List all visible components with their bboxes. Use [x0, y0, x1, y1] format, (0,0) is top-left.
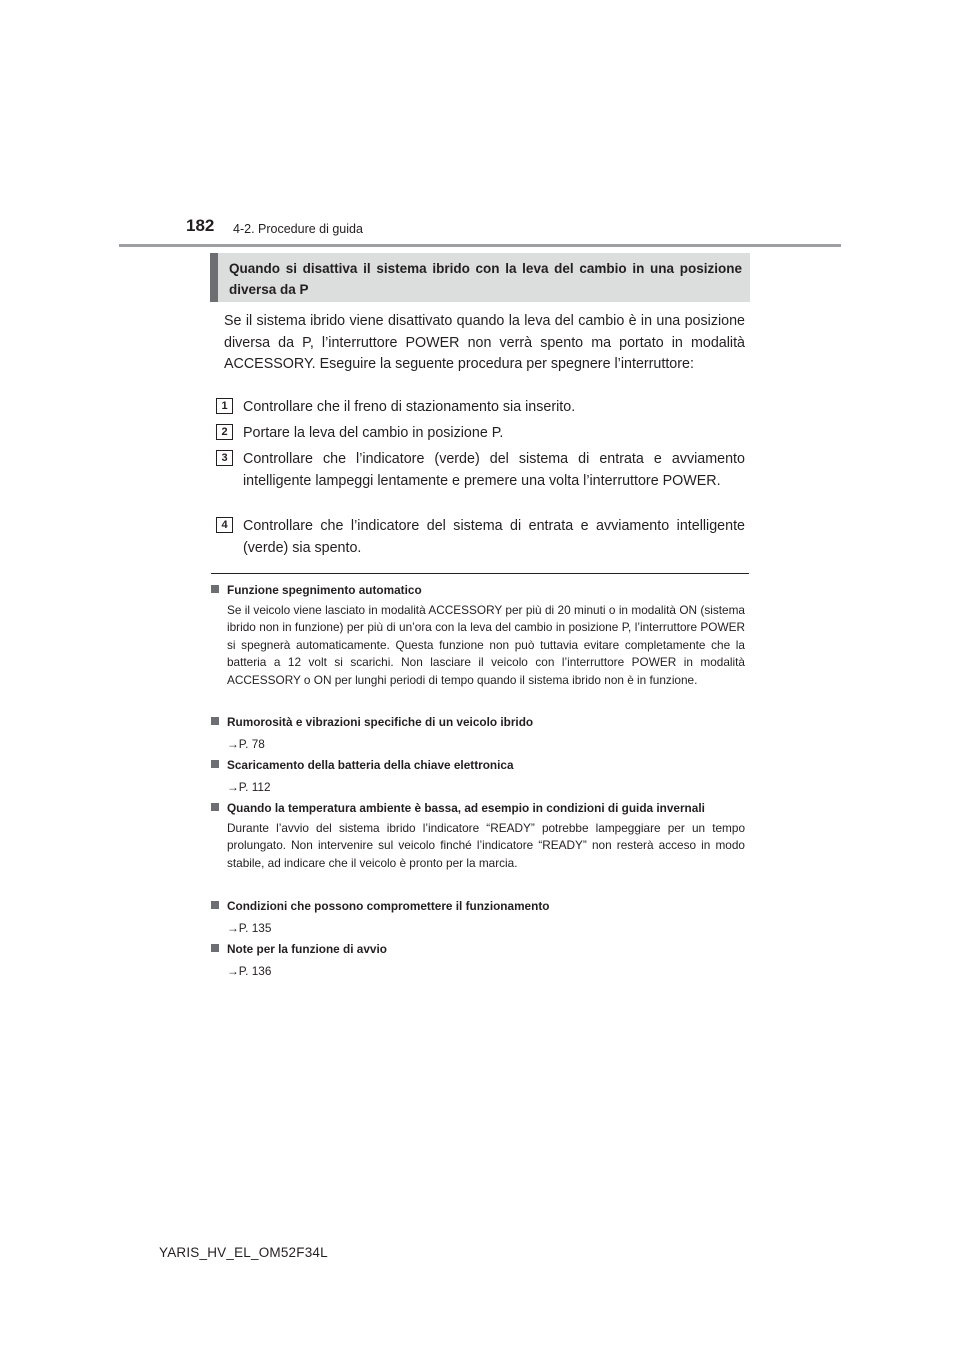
note-item	[211, 898, 745, 937]
square-bullet-icon	[211, 717, 219, 725]
page-reference-link[interactable]: →P. 136	[227, 963, 272, 978]
section-heading-box	[210, 253, 750, 302]
square-bullet-icon	[211, 760, 219, 768]
step-number: 1	[216, 398, 233, 414]
notes-divider	[211, 573, 749, 574]
step-number: 2	[216, 424, 233, 440]
square-bullet-icon	[211, 803, 219, 811]
note-title	[211, 757, 745, 775]
square-bullet-icon	[211, 944, 219, 952]
square-bullet-icon	[211, 901, 219, 909]
note-title-text: Rumorosità e vibrazioni specifiche di un veicolo ibrido	[227, 715, 534, 729]
page-reference-link[interactable]: →P. 112	[227, 779, 271, 794]
note-title-text: Quando la temperatura ambiente è bassa, ad esempio in condizioni di guida invernali	[227, 801, 705, 815]
step-text: Controllare che il freno di stazionamento sia inserito.	[243, 399, 576, 415]
page-number: 182	[186, 216, 215, 235]
note-title-text: Note per la funzione di avvio	[227, 942, 387, 956]
note-item	[211, 714, 745, 753]
step-text: Controllare che l’indicatore (verde) del sistema di entrata e avviamento intelligente lampeggi lentamente e premere una volta l’interruttore POWER.	[243, 451, 745, 489]
note-item	[211, 800, 745, 872]
note-body: Se il veicolo viene lasciato in modalità ACCESSORY per più di 20 minuti o in modalità ON (sistema ibrido non in funzione) per più di un’ora con la leva del cambio in posizione P, l’interruttore POWER si spegnerà automaticamente. Questa funzione non può tuttavia evitare completamente che la batteria a 12 volt si scarichi. Non lasciare il veicolo con l’interruttore POWER in modalità ACCESSORY o ON per lunghi periodi di tempo quando il sistema ibrido non è in funzione.	[227, 602, 745, 687]
note-title-text: Condizioni che possono compromettere il funzionamento	[227, 899, 550, 913]
section-label: 4-2. Procedure di guida	[233, 222, 363, 236]
note-item	[211, 941, 745, 980]
note-body: Durante l’avvio del sistema ibrido l’indicatore “READY” potrebbe lampeggiare per un tempo prolungato. Non intervenire sul veicolo finché l’indicatore “READY” non resterà acceso in modo stabile, ad indicare che il veicolo è pronto per la marcia.	[227, 820, 745, 870]
note-title-text: Scaricamento della batteria della chiave elettronica	[227, 758, 514, 772]
square-bullet-icon	[211, 585, 219, 593]
step-text: Portare la leva del cambio in posizione P.	[243, 425, 504, 441]
intro-paragraph: Se il sistema ibrido viene disattivato quando la leva del cambio è in una posizione diversa da P, l’interruttore POWER non verrà spento ma portato in modalità ACCESSORY. Eseguire la seguente procedura per spegnere l’interruttore:	[224, 313, 745, 372]
step-number: 3	[216, 450, 233, 466]
note-title-text: Funzione spegnimento automatico	[227, 583, 422, 597]
note-title	[211, 941, 745, 959]
note-item	[211, 582, 745, 689]
note-title	[211, 898, 745, 916]
note-item	[211, 757, 745, 796]
note-title	[211, 714, 745, 732]
section-heading-title: Quando si disattiva il sistema ibrido con la leva del cambio in una posizione diversa da P	[229, 261, 742, 297]
note-title	[211, 582, 745, 600]
header-rule	[119, 244, 841, 247]
step-text: Controllare che l’indicatore del sistema di entrata e avviamento intelligente (verde) sia spento.	[243, 518, 745, 556]
page-reference-link[interactable]: →P. 135	[227, 920, 272, 935]
page-reference-link[interactable]: →P. 78	[227, 736, 265, 751]
manual-code: YARIS_HV_EL_OM52F34L	[159, 1245, 328, 1260]
step-number: 4	[216, 517, 233, 533]
note-title	[211, 800, 745, 818]
